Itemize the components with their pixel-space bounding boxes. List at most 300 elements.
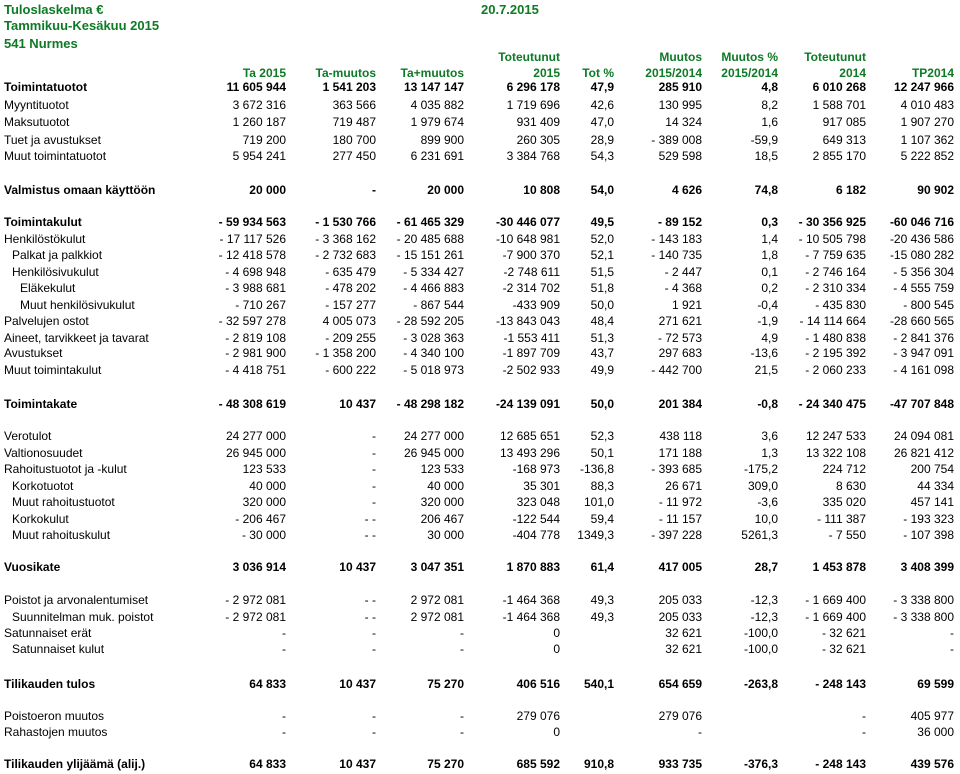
- table-row: [0, 625, 960, 641]
- table-cell: 1 921: [671, 298, 702, 312]
- row-label: Vuosikate: [4, 560, 61, 574]
- table-cell: - 3 368 162: [315, 232, 376, 246]
- report-title: Tuloslaskelma €: [4, 2, 104, 17]
- column-header-4-line2: 2015: [533, 66, 560, 80]
- table-row: [0, 445, 960, 461]
- table-cell: 323 048: [516, 495, 560, 509]
- table-cell: - 4 555 759: [893, 281, 954, 295]
- table-row: [0, 494, 960, 510]
- table-cell: -: [282, 709, 286, 723]
- table-cell: - 478 202: [325, 281, 376, 295]
- table-row: [0, 461, 960, 477]
- table-cell: 8 630: [835, 479, 866, 493]
- table-cell: 14 324: [665, 115, 702, 129]
- table-cell: - 32 597 278: [218, 314, 286, 328]
- row-label: Satunnaiset erät: [4, 626, 92, 640]
- table-cell: - 2 981 900: [225, 346, 286, 360]
- table-cell: 74,8: [754, 183, 778, 197]
- table-row: [0, 641, 960, 657]
- table-cell: -12,3: [750, 610, 778, 624]
- row-label: Aineet, tarvikkeet ja tavarat: [4, 331, 149, 345]
- table-cell: - 206 467: [235, 512, 286, 526]
- table-cell: 4 005 073: [322, 314, 376, 328]
- table-cell: 685 592: [516, 757, 560, 771]
- table-cell: 4,8: [761, 80, 778, 94]
- table-cell: 899 900: [420, 133, 464, 147]
- table-cell: - 7 550: [828, 528, 866, 542]
- table-cell: 260 305: [516, 133, 560, 147]
- table-cell: 205 033: [658, 593, 702, 607]
- table-row: [0, 214, 960, 230]
- table-cell: 10 437: [339, 560, 376, 574]
- table-cell: 6 010 268: [812, 80, 866, 94]
- table-cell: -1 464 368: [502, 593, 560, 607]
- table-cell: 24 094 081: [893, 429, 954, 443]
- table-cell: -: [372, 462, 376, 476]
- table-cell: 12 685 651: [499, 429, 560, 443]
- row-label: Korkotuotot: [12, 479, 74, 493]
- table-cell: 271 621: [658, 314, 702, 328]
- table-cell: 2 972 081: [410, 610, 464, 624]
- table-row: [0, 708, 960, 724]
- table-cell: 933 735: [658, 757, 702, 771]
- table-cell: 200 754: [910, 462, 954, 476]
- table-cell: 1 907 270: [900, 115, 954, 129]
- table-cell: -1 897 709: [502, 346, 560, 360]
- table-cell: 47,0: [590, 115, 614, 129]
- row-label: Palkat ja palkkiot: [12, 248, 103, 262]
- table-cell: -60 046 716: [889, 215, 954, 229]
- table-cell: 206 467: [420, 512, 464, 526]
- table-cell: -2 748 611: [503, 265, 560, 279]
- table-cell: -: [372, 626, 376, 640]
- table-cell: 26 945 000: [403, 446, 464, 460]
- table-cell: 1,3: [761, 446, 778, 460]
- table-cell: 649 313: [822, 133, 866, 147]
- table-row: [0, 313, 960, 329]
- table-cell: 335 020: [822, 495, 866, 509]
- table-cell: 309,0: [747, 479, 778, 493]
- table-cell: - 1 358 200: [315, 346, 376, 360]
- table-cell: -136,8: [579, 462, 614, 476]
- table-cell: 32 621: [665, 626, 702, 640]
- table-cell: 0: [553, 642, 560, 656]
- table-cell: 0,2: [761, 281, 778, 295]
- table-cell: 24 277 000: [403, 429, 464, 443]
- table-cell: -: [460, 709, 464, 723]
- table-cell: 320 000: [242, 495, 286, 509]
- table-cell: 40 000: [249, 479, 286, 493]
- table-cell: 917 085: [822, 115, 866, 129]
- table-cell: -: [460, 725, 464, 739]
- table-cell: - 17 117 526: [219, 232, 286, 246]
- table-cell: -: [372, 446, 376, 460]
- table-cell: 75 270: [427, 677, 464, 691]
- table-cell: -1 464 368: [502, 610, 560, 624]
- table-cell: 406 516: [516, 677, 560, 691]
- table-cell: 49,3: [590, 593, 614, 607]
- row-label: Toimintatuotot: [4, 80, 88, 94]
- table-cell: - 48 298 182: [396, 397, 464, 411]
- table-cell: - 2 972 081: [225, 593, 286, 607]
- table-cell: 49,3: [590, 610, 614, 624]
- table-cell: 28,7: [754, 560, 778, 574]
- row-label: Toimintakate: [4, 397, 78, 411]
- table-row: [0, 724, 960, 740]
- table-row: [0, 527, 960, 543]
- table-cell: 130 995: [658, 98, 702, 112]
- table-cell: 48,4: [590, 314, 614, 328]
- table-cell: - 1 530 766: [315, 215, 376, 229]
- table-cell: - 30 000: [241, 528, 286, 542]
- table-cell: 3,6: [761, 429, 778, 443]
- table-cell: - 32 621: [821, 626, 866, 640]
- table-row: [0, 345, 960, 361]
- table-cell: 69 599: [917, 677, 954, 691]
- table-cell: - 5 356 304: [893, 265, 954, 279]
- table-cell: 438 118: [659, 429, 702, 443]
- table-cell: 20 000: [427, 183, 464, 197]
- table-cell: 719 487: [332, 115, 376, 129]
- table-cell: 5 222 852: [900, 149, 954, 163]
- table-cell: 6 182: [835, 183, 866, 197]
- table-cell: 50,0: [590, 298, 614, 312]
- table-row: [0, 231, 960, 247]
- table-cell: - 397 228: [651, 528, 702, 542]
- table-cell: - 635 479: [325, 265, 376, 279]
- row-label: Poistot ja arvonalentumiset: [4, 593, 149, 607]
- table-cell: - 435 830: [815, 298, 866, 312]
- table-cell: - 107 398: [903, 528, 954, 542]
- row-label: Korkokulut: [12, 512, 69, 526]
- table-cell: - 800 545: [903, 298, 954, 312]
- table-cell: -: [372, 709, 376, 723]
- row-label: Tuet ja avustukset: [4, 133, 101, 147]
- table-cell: 277 450: [332, 149, 376, 163]
- table-cell: -: [460, 626, 464, 640]
- table-cell: 910,8: [583, 757, 614, 771]
- table-cell: - 4 698 948: [225, 265, 286, 279]
- table-cell: 285 910: [658, 80, 702, 94]
- table-cell: 20 000: [249, 183, 286, 197]
- row-label: Satunnaiset kulut: [12, 642, 105, 656]
- table-cell: 54,0: [590, 183, 614, 197]
- table-cell: 4 035 882: [410, 98, 464, 112]
- table-cell: - 5 018 973: [403, 363, 464, 377]
- table-cell: - 2 195 392: [805, 346, 866, 360]
- report-unit: 541 Nurmes: [4, 36, 78, 51]
- table-cell: 12 247 533: [805, 429, 866, 443]
- row-label: Palvelujen ostot: [4, 314, 89, 328]
- table-cell: - 10 505 798: [798, 232, 866, 246]
- row-label: Muut toimintakulut: [4, 363, 102, 377]
- table-cell: 1 541 203: [322, 80, 376, 94]
- table-row: [0, 132, 960, 148]
- table-cell: -20 436 586: [889, 232, 954, 246]
- table-cell: -: [698, 725, 702, 739]
- table-cell: 50,1: [590, 446, 614, 460]
- table-cell: - 61 465 329: [396, 215, 464, 229]
- table-cell: 11 605 944: [226, 80, 286, 94]
- row-label: Verotulot: [4, 429, 52, 443]
- table-cell: - 3 338 800: [893, 593, 954, 607]
- table-cell: 52,0: [590, 232, 614, 246]
- table-cell: 51,5: [590, 265, 614, 279]
- table-cell: -404 778: [512, 528, 560, 542]
- table-cell: 320 000: [420, 495, 464, 509]
- table-cell: -: [950, 642, 954, 656]
- table-cell: - 111 387: [817, 512, 866, 526]
- table-cell: 180 700: [332, 133, 376, 147]
- table-cell: -100,0: [743, 626, 778, 640]
- table-cell: - 4 418 751: [225, 363, 286, 377]
- table-cell: 26 821 412: [893, 446, 954, 460]
- row-label: Eläkekulut: [20, 281, 76, 295]
- table-cell: - 389 008: [651, 133, 702, 147]
- table-cell: 36 000: [917, 725, 954, 739]
- table-cell: 4 010 483: [900, 98, 954, 112]
- table-cell: 3 672 316: [232, 98, 286, 112]
- table-cell: 42,6: [590, 98, 614, 112]
- table-cell: - 59 934 563: [218, 215, 286, 229]
- table-cell: - 24 340 475: [798, 397, 866, 411]
- table-cell: - 600 222: [325, 363, 376, 377]
- table-cell: -: [372, 429, 376, 443]
- table-cell: -1,9: [757, 314, 778, 328]
- table-cell: 405 977: [910, 709, 954, 723]
- table-cell: - 15 151 261: [396, 248, 464, 262]
- table-cell: - 3 028 363: [403, 331, 464, 345]
- table-cell: -59,9: [750, 133, 778, 147]
- table-cell: -: [282, 725, 286, 739]
- table-row: [0, 297, 960, 313]
- table-cell: - 143 183: [651, 232, 702, 246]
- table-cell: -0,8: [757, 397, 778, 411]
- table-cell: - 2 972 081: [225, 610, 286, 624]
- table-cell: 0,3: [761, 215, 778, 229]
- table-cell: - 710 267: [235, 298, 286, 312]
- table-cell: - 393 685: [651, 462, 702, 476]
- table-cell: 88,3: [590, 479, 614, 493]
- table-cell: -47 707 848: [889, 397, 954, 411]
- table-cell: - 2 310 334: [805, 281, 866, 295]
- table-cell: 40 000: [427, 479, 464, 493]
- table-cell: -10 648 981: [495, 232, 560, 246]
- table-cell: - 157 277: [325, 298, 376, 312]
- table-cell: 1 719 696: [506, 98, 560, 112]
- row-label: Poistoeron muutos: [4, 709, 105, 723]
- table-cell: - 2 447: [664, 265, 702, 279]
- table-cell: - 30 356 925: [798, 215, 866, 229]
- table-cell: -100,0: [743, 642, 778, 656]
- table-cell: -: [372, 642, 376, 656]
- table-cell: 50,0: [590, 397, 614, 411]
- table-cell: -15 080 282: [889, 248, 954, 262]
- table-cell: - 140 735: [651, 248, 702, 262]
- table-cell: - 11 972: [658, 495, 702, 509]
- table-cell: 13 147 147: [403, 80, 464, 94]
- table-cell: - 2 732 683: [315, 248, 376, 262]
- table-cell: - 14 114 664: [799, 314, 866, 328]
- table-cell: - 28 592 205: [396, 314, 464, 328]
- table-cell: 3 036 914: [232, 560, 286, 574]
- table-cell: 279 076: [516, 709, 560, 723]
- table-cell: 6 231 691: [410, 149, 464, 163]
- row-label: Rahastojen muutos: [4, 725, 108, 739]
- row-label: Tilikauden tulos: [4, 677, 96, 691]
- table-cell: -: [460, 642, 464, 656]
- table-cell: -13 843 043: [495, 314, 560, 328]
- table-cell: -: [372, 725, 376, 739]
- row-label: Rahoitustuotot ja -kulut: [4, 462, 127, 476]
- table-cell: 51,8: [590, 281, 614, 295]
- table-cell: -: [372, 183, 376, 197]
- table-row: [0, 264, 960, 280]
- table-cell: - 209 255: [325, 331, 376, 345]
- table-cell: 13 493 296: [499, 446, 560, 460]
- table-row: [0, 247, 960, 263]
- table-row: [0, 478, 960, 494]
- table-cell: 719 200: [242, 133, 286, 147]
- table-row: [0, 676, 960, 692]
- table-cell: 10 437: [339, 757, 376, 771]
- table-cell: 90 902: [917, 183, 954, 197]
- table-cell: -376,3: [743, 757, 778, 771]
- table-cell: - 5 334 427: [403, 265, 464, 279]
- table-cell: -28 660 565: [889, 314, 954, 328]
- table-cell: - 1 669 400: [805, 610, 866, 624]
- table-cell: - 20 485 688: [396, 232, 464, 246]
- table-cell: 49,5: [590, 215, 614, 229]
- table-cell: -122 544: [512, 512, 560, 526]
- table-cell: 1 979 674: [410, 115, 464, 129]
- table-cell: 6 296 178: [506, 80, 560, 94]
- table-cell: 1349,3: [577, 528, 614, 542]
- table-cell: 30 000: [427, 528, 464, 542]
- row-label: Myyntituotot: [4, 98, 69, 112]
- table-cell: 21,5: [754, 363, 778, 377]
- table-cell: - 4 466 883: [403, 281, 464, 295]
- report-date: 20.7.2015: [481, 2, 539, 17]
- table-cell: -2 314 702: [502, 281, 560, 295]
- table-cell: 1,8: [761, 248, 778, 262]
- table-cell: 123 533: [242, 462, 286, 476]
- table-cell: -263,8: [743, 677, 778, 691]
- table-cell: 540,1: [583, 677, 614, 691]
- table-cell: 3 408 399: [900, 560, 954, 574]
- table-cell: - 2 746 164: [805, 265, 866, 279]
- table-row: [0, 511, 960, 527]
- table-cell: 1,4: [761, 232, 778, 246]
- table-cell: 4 626: [671, 183, 702, 197]
- table-cell: -: [372, 479, 376, 493]
- table-cell: - 3 988 681: [225, 281, 286, 295]
- table-cell: -3,6: [757, 495, 778, 509]
- row-label: Avustukset: [4, 346, 63, 360]
- table-cell: - 3 338 800: [893, 610, 954, 624]
- column-header-1-line2: Ta 2015: [242, 66, 286, 80]
- table-cell: 123 533: [420, 462, 464, 476]
- row-label: Muut henkilösivukulut: [20, 298, 135, 312]
- table-cell: 35 301: [523, 479, 560, 493]
- table-row: [0, 97, 960, 113]
- table-cell: 5 954 241: [232, 149, 286, 163]
- table-cell: 931 409: [516, 115, 560, 129]
- table-cell: 297 683: [658, 346, 702, 360]
- table-cell: -: [950, 626, 954, 640]
- table-row: [0, 396, 960, 412]
- table-cell: - -: [364, 610, 376, 624]
- table-cell: 43,7: [590, 346, 614, 360]
- table-cell: - 32 621: [821, 642, 866, 656]
- table-cell: 529 598: [658, 149, 702, 163]
- table-cell: -: [282, 642, 286, 656]
- table-row: [0, 609, 960, 625]
- table-cell: -7 900 370: [502, 248, 560, 262]
- table-cell: 4,9: [761, 331, 778, 345]
- table-cell: -: [862, 709, 866, 723]
- table-cell: 1 260 187: [232, 115, 286, 129]
- table-cell: - 3 947 091: [893, 346, 954, 360]
- table-cell: 1 870 883: [506, 560, 560, 574]
- table-cell: 28,9: [590, 133, 614, 147]
- row-label: Henkilösivukulut: [12, 265, 99, 279]
- table-cell: 224 712: [822, 462, 866, 476]
- table-cell: - 7 759 635: [805, 248, 866, 262]
- table-cell: 2 972 081: [410, 593, 464, 607]
- column-header-2-line2: Ta-muutos: [315, 66, 376, 80]
- table-cell: - 48 308 619: [218, 397, 286, 411]
- row-label: Muut toimintatuotot: [4, 149, 107, 163]
- table-cell: - 2 819 108: [225, 331, 286, 345]
- table-cell: - 12 418 578: [218, 248, 286, 262]
- table-cell: - 867 544: [413, 298, 464, 312]
- table-cell: 101,0: [583, 495, 614, 509]
- table-row: [0, 428, 960, 444]
- column-header-7-line2: 2015/2014: [721, 66, 778, 80]
- table-cell: -2 502 933: [502, 363, 560, 377]
- column-header-5-line2: Tot %: [582, 66, 614, 80]
- table-cell: 75 270: [427, 757, 464, 771]
- table-cell: 54,3: [590, 149, 614, 163]
- table-cell: 5261,3: [741, 528, 778, 542]
- table-cell: 12 247 966: [893, 80, 954, 94]
- table-cell: 0,1: [761, 265, 778, 279]
- table-row: [0, 280, 960, 296]
- table-cell: 1 588 701: [812, 98, 866, 112]
- table-cell: 3 384 768: [506, 149, 560, 163]
- row-label: Maksutuotot: [4, 115, 70, 129]
- table-cell: 654 659: [658, 677, 702, 691]
- table-cell: 10,0: [754, 512, 778, 526]
- row-label: Tilikauden ylijäämä (alij.): [4, 757, 146, 771]
- table-cell: 363 566: [332, 98, 376, 112]
- table-cell: -12,3: [750, 593, 778, 607]
- column-header-3-line2: Ta+muutos: [400, 66, 464, 80]
- table-cell: 44 334: [917, 479, 954, 493]
- table-cell: - 2 841 376: [893, 331, 954, 345]
- table-cell: 61,4: [590, 560, 614, 574]
- table-cell: 10 437: [339, 397, 376, 411]
- table-cell: 417 005: [658, 560, 702, 574]
- table-cell: -: [372, 495, 376, 509]
- table-cell: -24 139 091: [495, 397, 560, 411]
- table-cell: - 442 700: [651, 363, 702, 377]
- table-cell: 51,3: [590, 331, 614, 345]
- table-cell: -433 909: [512, 298, 560, 312]
- table-cell: - 4 340 100: [403, 346, 464, 360]
- table-cell: 64 833: [249, 677, 286, 691]
